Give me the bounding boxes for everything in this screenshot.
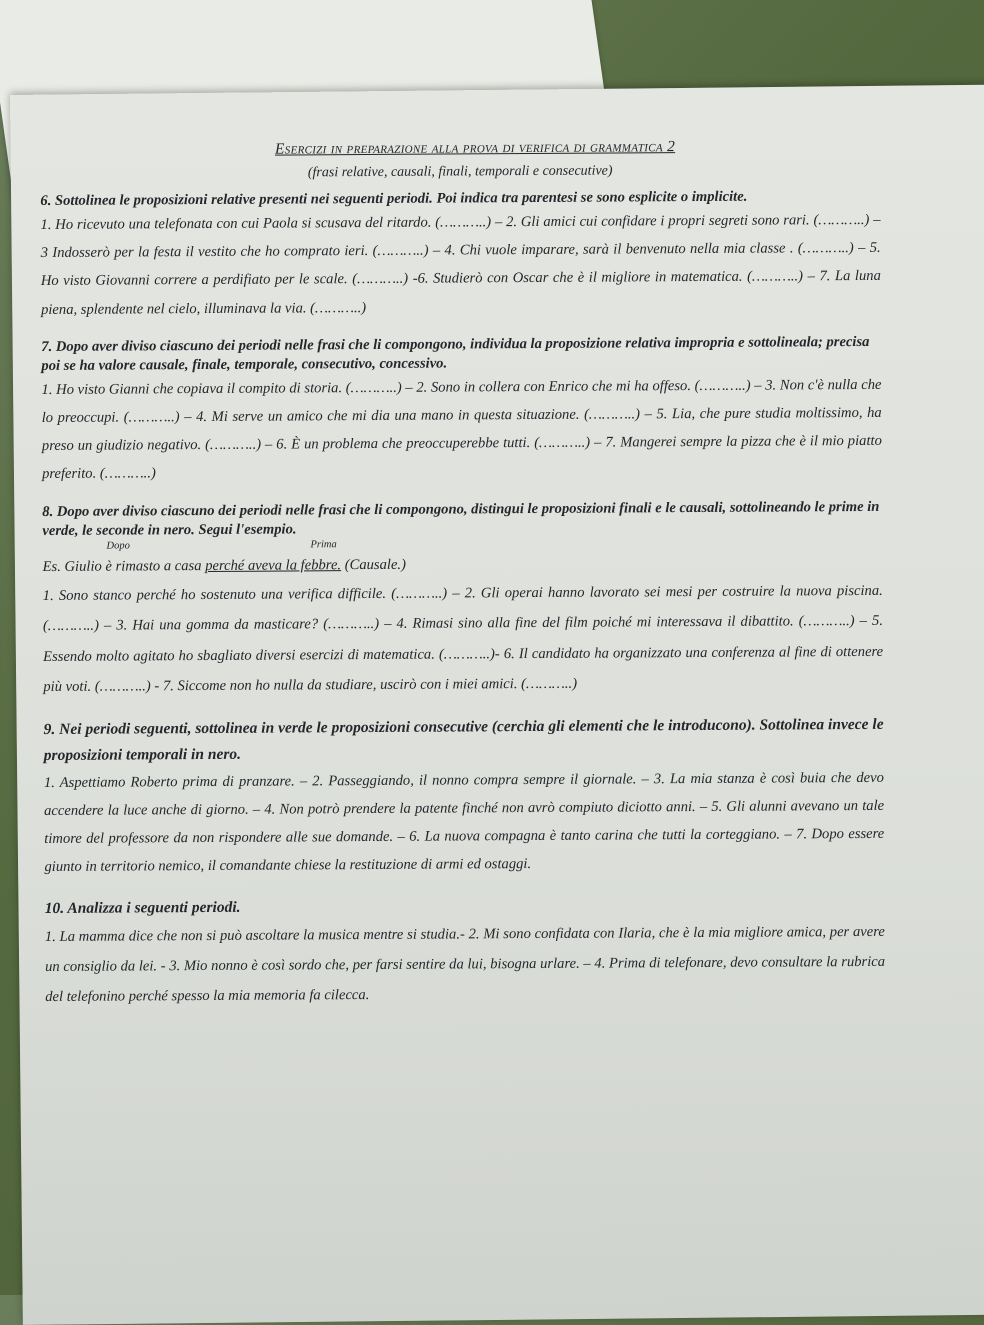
exercise-10-question: 10. Analizza i seguenti periodi. [44,898,241,917]
exercise-8-text: 1. Sono stanco perché ho sostenuto una verifica difficile. (………..) – 2. Gli operai hanno lavorato sei mesi per costruire la nuova piscina. (………..) – 3. Hai una gomma da masticare? (………..) – 4. Rimasi sino alla fine del film poiché mi interessava il dibattito. (………..) – 5. Essendo molto agitato ho sbagliato diversi esercizi di matematica. (………..)- 6. Il candidato ha organizzato una conferenza al fine di ottenere più voti. (………..) - 7. Siccome non ho nulla da studiare, uscirò con i miei amici. (………..) [42,582,884,696]
exercise-9-text: 1. Aspettiamo Roberto prima di pranzare. – 2. Passeggiando, il nonno compra sempre il giornale. – 3. La mia stanza è così buia che devo accendere la luce anche di giorno. – 4. Non potrò prendere la patente finché non avrò compiuto diciotto anni. – 5. Gli alunni avevano un tale timore del professore da non rispondere alle sue domande. – 6. La nuova compagna è tanto carina che tutti la corteggiano. – 7. Dopo essere giunto in territorio nemico, il comandante chiese la restituzione di armi ed ostaggi. [43,769,885,876]
exercise-6-question: 6. Sottolinea le proposizioni relative presenti nei seguenti periodi. Poi indica tra parentesi se sono esplicite o implicite. [40,188,748,209]
exercise-7-text: 1. Ho visto Gianni che copiava il compito di storia. (………..) – 2. Sono in collera con Enrico che mi ha offeso. (………..) – 3. Non c'è nulla che lo preoccupi. (………..) – 4. Mi serve un amico che mi dia una mano in questa situazione. (………..) – 5. Lia, che pure studia moltissimo, ha preso un giudizio negativo. (………..) – 6. È un problema che preoccuperebbe tutti. (………..) – 7. Mangerei sempre la pizza che è il mio piatto preferito. (………..) [41,376,882,483]
example-end: (Causale.) [341,556,406,573]
page-subtitle: (frasi relative, causali, finali, temporali e consecutive) [307,163,613,181]
exercise-7-question: 7. Dopo aver diviso ciascuno dei periodi nelle frasi che li compongono, individua la proposizione relativa impropria e sottolineala; precisa poi se ha valore causale, finale, temporale, consecutivo, concessivo. [41,333,870,374]
exercise-8-question: 8. Dopo aver diviso ciascuno dei periodi nelle frasi che li compongono, distingui le proposizioni finali e le causali, sottolineando le prime in verde, le seconde in nero. Segui l'esempio. [42,498,880,539]
worksheet-content [40,135,885,1012]
exercise-9-question: 9. Nei periodi seguenti, sottolinea in verde le proposizioni consecutive (cerchia gli elementi che le introducono). Sottolinea invece le proposizioni temporali in nero. [43,715,884,764]
example-underlined: perché aveva la febbre. [205,556,342,574]
exercise-10-text: 1. La mamma dice che non si può ascoltare la musica mentre si studia.- 2. Mi sono confidata con Ilaria, che è la mia migliore amica, per avere un consiglio da lei. - 3. Mio nonno è così sordo che, per farsi sentire da lui, bisogna urlare. – 4. Prima di telefonare, devo consultare la rubrica del telefonino perché spesso la mia memoria fa cilecca. [44,923,886,1005]
exercise-6-text: 1. Ho ricevuto una telefonata con cui Paola si scusava del ritardo. (………..) – 2. Gli amici cui confidare i propri segreti sono rari. (………..) – 3 Indosserò per la festa il vestito che ho comprato ieri. (………..) – 4. Chi vuole imparare, sarà il benvenuto nella mia classe . (………..) – 5. Ho visto Giovanni correre a perdifiato per le scale. (………..) -6. Studierò con Oscar che è il migliore in matematica. (………..) – 7. La luna piena, splendente nel cielo, illuminava la via. (………..) [40,211,881,318]
example-start: Es. Giulio è rimasto a casa [42,557,206,575]
label-prima: Prima [310,538,337,550]
label-dopo: Dopo [106,540,130,552]
page-title: Esercizi in preparazione alla prova di verifica di grammatica 2 [274,138,676,158]
